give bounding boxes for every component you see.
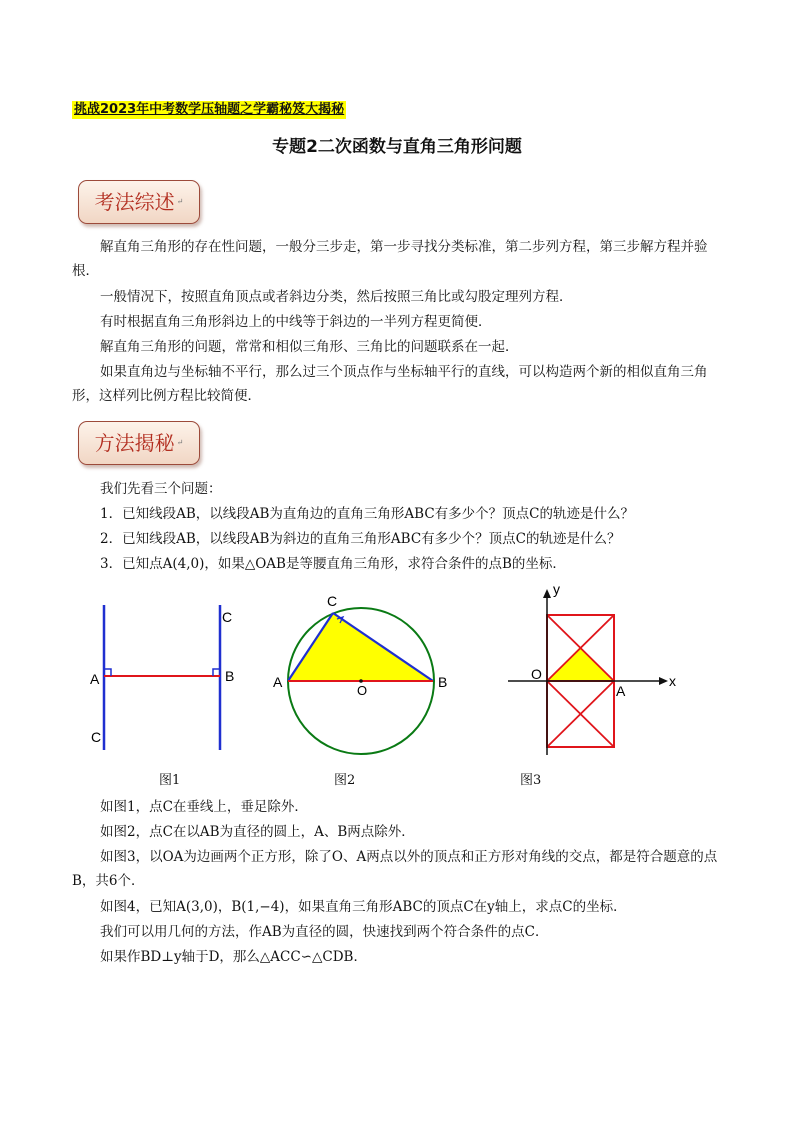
- question-item: 1．已知线段AB，以线段AB为直角边的直角三角形ABC有多少个？顶点C的轨迹是什么？: [100, 506, 635, 522]
- figure-2: [273, 593, 447, 754]
- section-badge-label: 考法综述: [94, 190, 175, 214]
- overview-paragraph: 一般情况下，按照直角顶点或者斜边分类，然后按照三角比或勾股定理列方程．: [100, 289, 573, 305]
- isosceles-triangle-fill: [547, 647, 614, 681]
- explanation-paragraph: 如图4，已知A(3,0)，B(1,−4)，如果直角三角形ABC的顶点C在y轴上，求点C的坐标．: [100, 899, 627, 915]
- figure-3-caption: 图3: [520, 773, 542, 788]
- series-banner: 挑战2023年中考数学压轴题之学霸秘笈大揭秘: [74, 102, 345, 117]
- label-a: A: [616, 683, 626, 699]
- overview-paragraph: 有时根据直角三角形斜边上的中线等于斜边的一半列方程更简便．: [100, 314, 492, 330]
- label-c-bottom: C: [91, 729, 102, 745]
- question-item: 3．已知点A(4,0)，如果△OAB是等腰直角三角形，求符合条件的点B的坐标．: [100, 556, 566, 572]
- label-b: B: [438, 674, 448, 690]
- section-badge-method: [78, 421, 200, 465]
- label-o: O: [357, 683, 368, 698]
- section-badge-overview: [78, 180, 200, 224]
- label-c-top: C: [222, 609, 233, 625]
- section-badge-label: 方法揭秘: [94, 431, 175, 455]
- explanation-paragraph: 我们可以用几何的方法，作AB为直径的圆，快速找到两个符合条件的点C．: [100, 924, 549, 940]
- paragraph-mark-icon: ↵: [176, 438, 184, 447]
- figure-3: [508, 581, 676, 755]
- label-y: y: [553, 581, 560, 597]
- figures-panel: [0, 580, 794, 800]
- question-item: 2．已知线段AB，以线段AB为斜边的直角三角形ABC有多少个？顶点C的轨迹是什么？: [100, 531, 621, 547]
- paragraph-mark-icon: ↵: [176, 197, 184, 206]
- figure-2-caption: 图2: [334, 773, 356, 788]
- page-title: 专题2二次函数与直角三角形问题: [272, 137, 522, 157]
- explanation-paragraph: 如图3，以OA为边画两个正方形，除了O、A两点以外的顶点和正方形对角线的交点，都是符合题意的点B，共6个．: [72, 849, 718, 889]
- y-axis-arrow-icon: [543, 589, 551, 598]
- label-o: O: [531, 666, 542, 682]
- label-a: A: [273, 674, 283, 690]
- x-axis-arrow-icon: [659, 677, 668, 685]
- method-intro: 我们先看三个问题：: [100, 481, 222, 497]
- label-c: C: [327, 593, 338, 609]
- overview-paragraph: 如果直角边与坐标轴不平行，那么过三个顶点作与坐标轴平行的直线，可以构造两个新的相似直角三角形，这样列比例方程比较简便．: [72, 364, 708, 404]
- overview-paragraph: 解直角三角形的存在性问题，一般分三步走，第一步寻找分类标准，第二步列方程，第三步解方程并验根．: [72, 239, 708, 279]
- explanation-paragraph: 如图1，点C在垂线上，垂足除外．: [100, 799, 308, 815]
- figure-1-caption: 图1: [159, 773, 181, 788]
- explanation-paragraph: 如图2，点C在以AB为直径的圆上，A、B两点除外．: [100, 824, 415, 840]
- label-a: A: [90, 671, 100, 687]
- explanation-paragraph: 如果作BD⊥y轴于D，那么△ACC∽△CDB．: [100, 949, 367, 965]
- overview-paragraph: 解直角三角形的问题，常常和相似三角形、三角比的问题联系在一起．: [100, 339, 519, 355]
- figure-1: [90, 605, 234, 750]
- label-x: x: [669, 673, 676, 689]
- label-b: B: [225, 668, 235, 684]
